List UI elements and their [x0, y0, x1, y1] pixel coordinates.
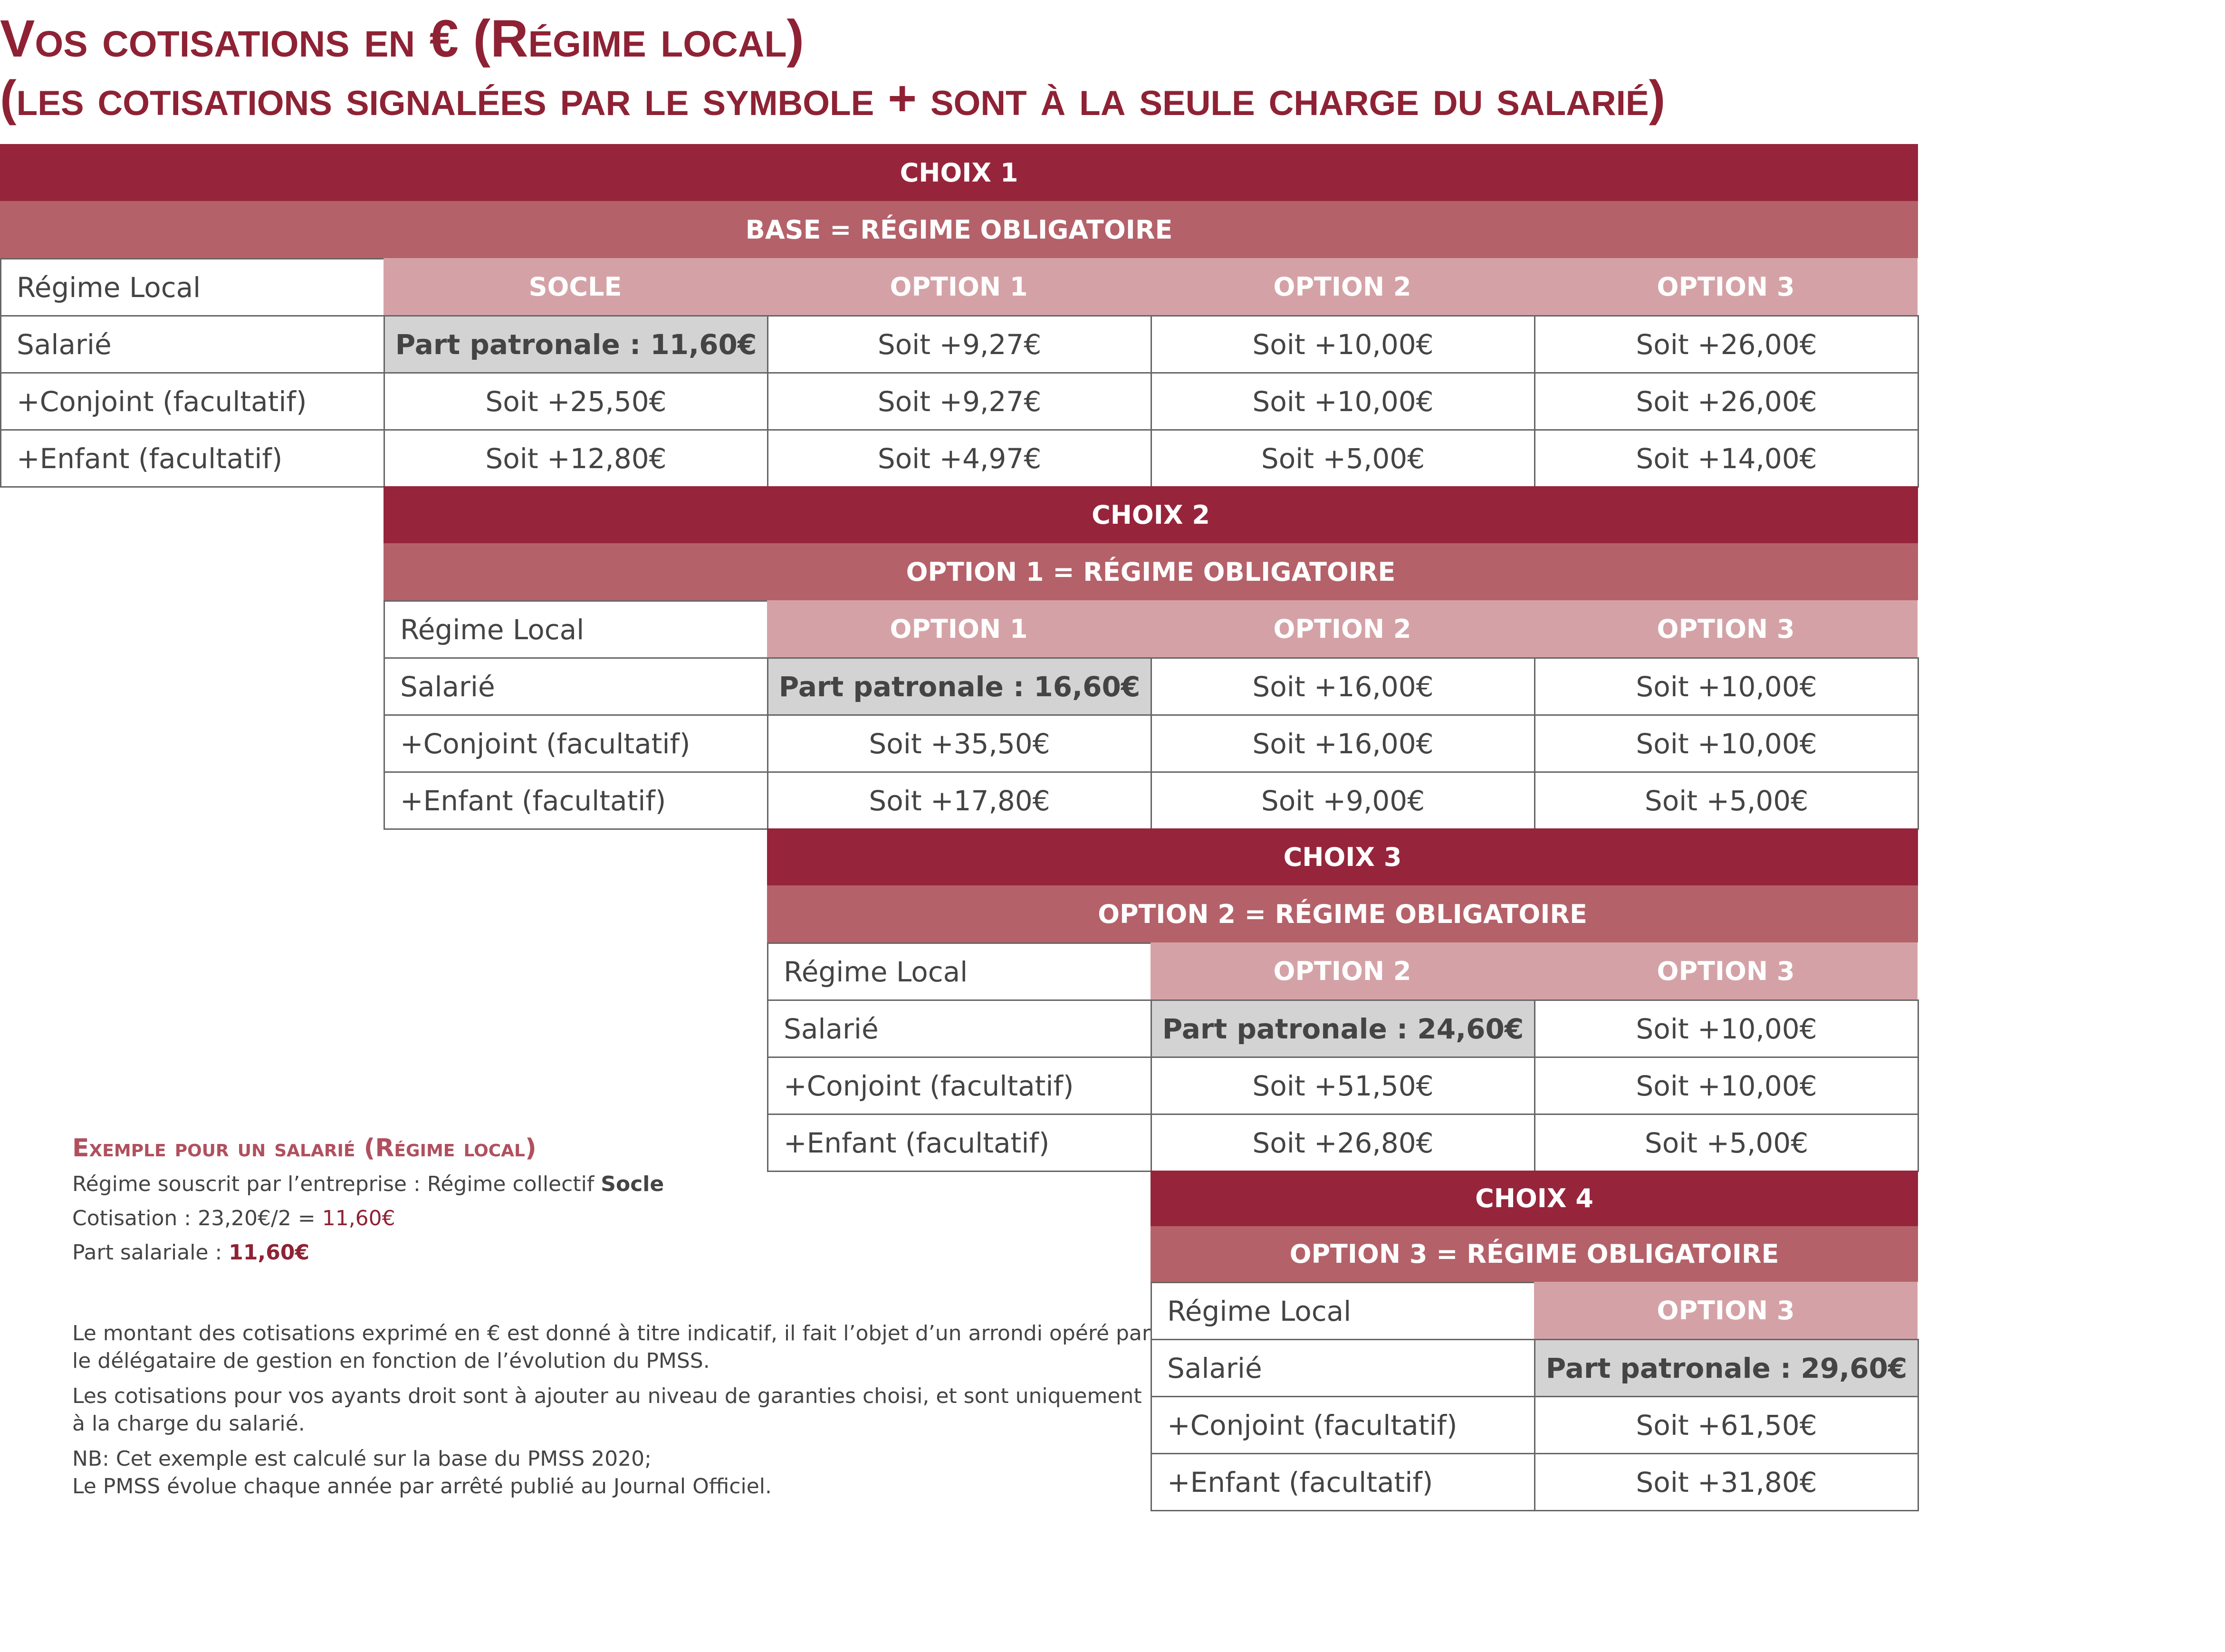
contribution-cell: Soit +26,80€ [1151, 1114, 1535, 1172]
example-line-regime [72, 1172, 664, 1196]
row-label: +Enfant (facultatif) [767, 1114, 1152, 1172]
row-label: +Conjoint (facultatif) [384, 714, 768, 773]
page-subtitle: (les cotisations signalées par le symbole + sont à la seule charge du salarié) [0, 71, 1666, 126]
example-line-cotisation [72, 1206, 395, 1230]
regime-local-label: Régime Local [767, 942, 1152, 1001]
contribution-cell: Soit +26,00€ [1534, 315, 1919, 374]
row-label: +Conjoint (facultatif) [767, 1057, 1152, 1115]
option-column-header: OPTION 2 [1151, 600, 1534, 657]
option-column-header: OPTION 3 [1534, 1282, 1918, 1339]
regime-local-label: Régime Local [0, 258, 385, 317]
choice-header: CHOIX 4 [1151, 1171, 1918, 1226]
contribution-cell: Soit +10,00€ [1151, 315, 1535, 374]
note-line: Le montant des cotisations exprimé en € est donné à titre indicatif, il fait l’objet d’un arrondi opéré par [72, 1321, 1151, 1345]
contribution-cell: Soit +12,80€ [384, 429, 768, 488]
contribution-cell: Soit +5,00€ [1151, 429, 1535, 488]
contribution-cell: Soit +10,00€ [1534, 657, 1919, 716]
row-label: +Enfant (facultatif) [0, 429, 385, 488]
contribution-cell: Soit +5,00€ [1534, 771, 1919, 830]
option-column-header: OPTION 3 [1534, 600, 1918, 657]
contribution-cell: Soit +17,80€ [767, 771, 1152, 830]
contribution-cell: Soit +16,00€ [1151, 657, 1535, 716]
choice-base-label: OPTION 1 = RÉGIME OBLIGATOIRE [384, 543, 1918, 600]
regime-local-label: Régime Local [1151, 1282, 1535, 1340]
page-title: Vos cotisations en € (Régime local) [0, 10, 805, 68]
row-label: Salarié [0, 315, 385, 374]
option-column-header: OPTION 3 [1534, 258, 1918, 315]
contribution-cell: Soit +61,50€ [1534, 1396, 1919, 1454]
note-line: à la charge du salarié. [72, 1412, 305, 1436]
option-column-header: SOCLE [384, 258, 767, 315]
choice-header: CHOIX 2 [384, 486, 1918, 543]
contribution-cell: Soit +10,00€ [1151, 372, 1535, 431]
contribution-cell: Soit +9,00€ [1151, 771, 1535, 830]
example-title: Exemple pour un salarié (Régime local) [72, 1134, 537, 1162]
example-line-part-salariale [72, 1240, 309, 1265]
contribution-cell: Soit +16,00€ [1151, 714, 1535, 773]
contribution-cell: Soit +5,00€ [1534, 1114, 1919, 1172]
example-regime-text: Régime souscrit par l’entreprise : Régime collectif [72, 1172, 601, 1196]
row-label: Salarié [1151, 1339, 1535, 1397]
option-column-header: OPTION 2 [1151, 942, 1534, 999]
part-patronale-cell: Part patronale : 24,60€ [1151, 999, 1535, 1058]
note-line: le délégataire de gestion en fonction de l’évolution du PMSS. [72, 1349, 710, 1373]
option-column-header: OPTION 3 [1534, 942, 1918, 999]
contribution-cell: Soit +31,80€ [1534, 1453, 1919, 1511]
contribution-cell: Soit +9,27€ [767, 372, 1152, 431]
row-label: Salarié [767, 999, 1152, 1058]
contribution-cell: Soit +10,00€ [1534, 999, 1919, 1058]
part-patronale-cell: Part patronale : 29,60€ [1534, 1339, 1919, 1397]
contribution-cell: Soit +10,00€ [1534, 1057, 1919, 1115]
example-regime-value: Socle [601, 1172, 664, 1196]
contribution-cell: Soit +4,97€ [767, 429, 1152, 488]
note-line: NB: Cet exemple est calculé sur la base du PMSS 2020; [72, 1447, 652, 1471]
part-patronale-cell: Part patronale : 11,60€ [384, 315, 768, 374]
choice-base-label: BASE = RÉGIME OBLIGATOIRE [0, 201, 1918, 258]
part-patronale-cell: Part patronale : 16,60€ [767, 657, 1152, 716]
example-cotisation-text: Cotisation : 23,20€/2 = [72, 1206, 322, 1230]
note-line: Le PMSS évolue chaque année par arrêté publié au Journal Officiel. [72, 1474, 772, 1498]
contribution-cell: Soit +51,50€ [1151, 1057, 1535, 1115]
choice-header: CHOIX 3 [767, 828, 1918, 885]
example-part-text: Part salariale : [72, 1240, 229, 1265]
example-cotisation-value: 11,60€ [322, 1206, 395, 1230]
contribution-cell: Soit +35,50€ [767, 714, 1152, 773]
choice-header: CHOIX 1 [0, 144, 1918, 201]
row-label: Salarié [384, 657, 768, 716]
option-column-header: OPTION 1 [767, 600, 1151, 657]
contribution-cell: Soit +9,27€ [767, 315, 1152, 374]
choice-base-label: OPTION 3 = RÉGIME OBLIGATOIRE [1151, 1226, 1918, 1282]
contribution-cell: Soit +25,50€ [384, 372, 768, 431]
row-label: +Conjoint (facultatif) [1151, 1396, 1535, 1454]
row-label: +Enfant (facultatif) [384, 771, 768, 830]
contribution-cell: Soit +14,00€ [1534, 429, 1919, 488]
option-column-header: OPTION 1 [767, 258, 1151, 315]
contribution-cell: Soit +26,00€ [1534, 372, 1919, 431]
choice-base-label: OPTION 2 = RÉGIME OBLIGATOIRE [767, 885, 1918, 942]
note-line: Les cotisations pour vos ayants droit sont à ajouter au niveau de garanties choisi, et sont uniquement [72, 1384, 1142, 1408]
example-part-value: 11,60€ [229, 1240, 310, 1265]
row-label: +Enfant (facultatif) [1151, 1453, 1535, 1511]
contribution-cell: Soit +10,00€ [1534, 714, 1919, 773]
regime-local-label: Régime Local [384, 600, 768, 659]
row-label: +Conjoint (facultatif) [0, 372, 385, 431]
option-column-header: OPTION 2 [1151, 258, 1534, 315]
